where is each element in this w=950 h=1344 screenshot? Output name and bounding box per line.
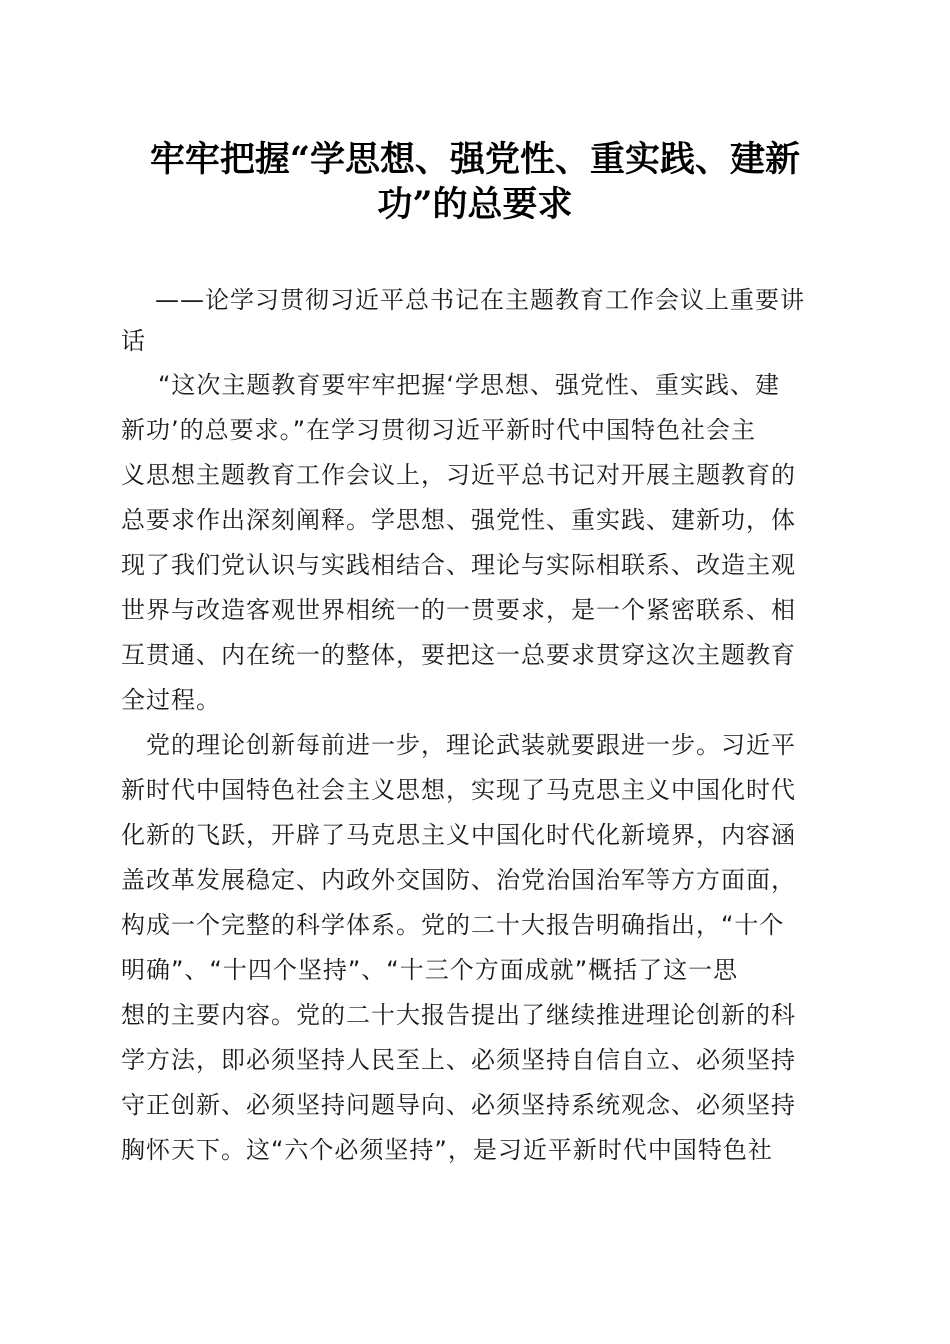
paragraph-line: 守正创新、必须坚持问题导向、必须坚持系统观念、必须坚持 bbox=[121, 1091, 796, 1119]
paragraph-line: “这次主题教育要牢牢把握‘学思想、强党性、重实践、建 bbox=[158, 371, 781, 399]
paragraph-line: 化新的飞跃，开辟了马克思主义中国化时代化新境界，内容涵 bbox=[121, 821, 796, 849]
paragraph-line: 全过程。 bbox=[121, 686, 221, 714]
paragraph-line: 现了我们党认识与实践相结合、理论与实际相联系、改造主观 bbox=[121, 551, 796, 579]
title-line-1: 牢牢把握“学思想、强党性、重实践、建新 bbox=[149, 139, 801, 180]
paragraph-line: 学方法，即必须坚持人民至上、必须坚持自信自立、必须坚持 bbox=[121, 1046, 796, 1074]
paragraph-line: 新时代中国特色社会主义思想，实现了马克思主义中国化时代 bbox=[121, 776, 796, 804]
paragraph-line: 义思想主题教育工作会议上，习近平总书记对开展主题教育的 bbox=[121, 461, 796, 489]
paragraph-line: 新功’的总要求。”在学习贯彻习近平新时代中国特色社会主 bbox=[121, 416, 757, 444]
subtitle-line-2: 话 bbox=[121, 327, 146, 355]
subtitle-line-1: ——论学习贯彻习近平总书记在主题教育工作会议上重要讲 bbox=[155, 286, 805, 314]
paragraph-line: 盖改革发展稳定、内政外交国防、治党治国治军等方方面面， bbox=[121, 866, 796, 894]
paragraph-line: 世界与改造客观世界相统一的一贯要求，是一个紧密联系、相 bbox=[121, 596, 796, 624]
paragraph-line: 胸怀天下。这“六个必须坚持”，是习近平新时代中国特色社 bbox=[121, 1136, 773, 1164]
title-line-2: 功”的总要求 bbox=[377, 184, 573, 225]
paragraph-line: 党的理论创新每前进一步，理论武装就要跟进一步。习近平 bbox=[146, 731, 796, 759]
paragraph-line: 想的主要内容。党的二十大报告提出了继续推进理论创新的科 bbox=[121, 1001, 796, 1029]
paragraph-line: 构成一个完整的科学体系。党的二十大报告明确指出，“十个 bbox=[121, 911, 785, 939]
paragraph-line: 明确”、“十四个坚持”、“十三个方面成就”概括了这一思 bbox=[121, 956, 739, 984]
paragraph-line: 总要求作出深刻阐释。学思想、强党性、重实践、建新功，体 bbox=[121, 506, 796, 534]
paragraph-line: 互贯通、内在统一的整体，要把这一总要求贯穿这次主题教育 bbox=[121, 641, 796, 669]
